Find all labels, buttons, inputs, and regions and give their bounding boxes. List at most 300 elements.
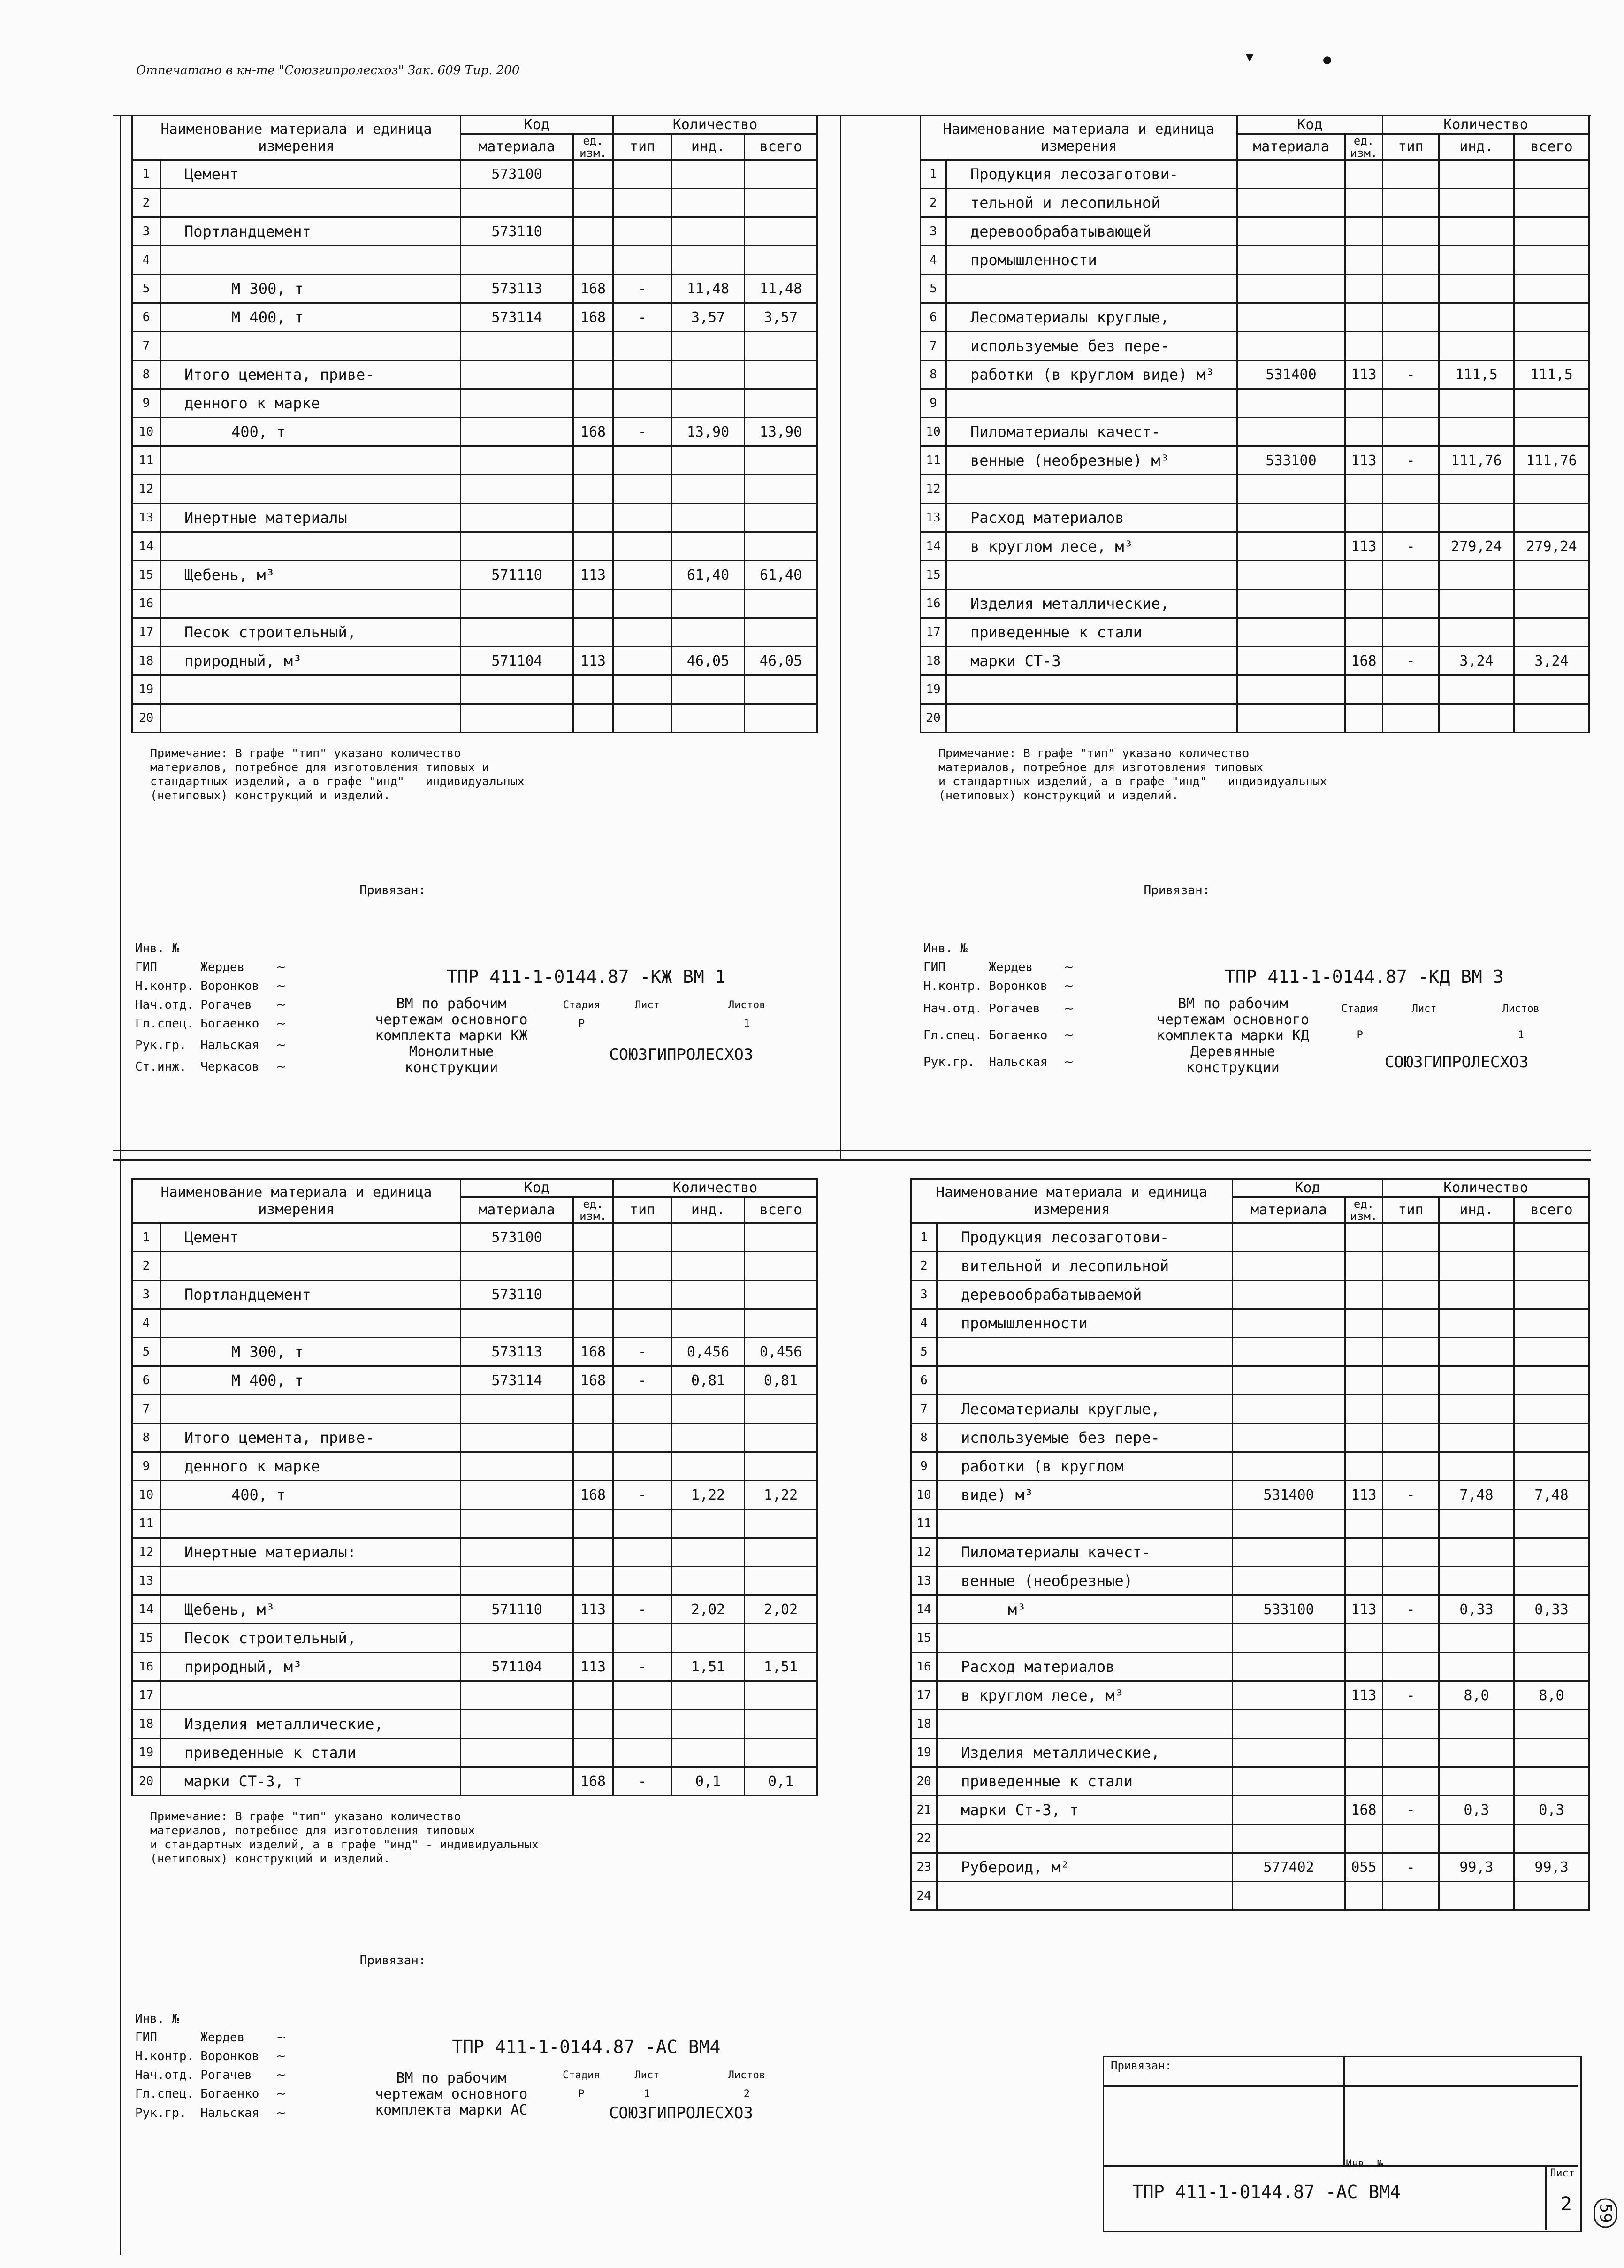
- signature: ~: [1063, 1055, 1074, 1070]
- table-row: [911, 1309, 1589, 1338]
- qty-total: [1514, 1767, 1589, 1796]
- qty-total: [745, 246, 817, 275]
- qty-individual: 2,02: [672, 1595, 745, 1624]
- table-row: [911, 1681, 1589, 1710]
- table-row: [911, 1452, 1589, 1481]
- organization: СОЮЗГИПРОЛЕСХОЗ: [609, 2104, 753, 2122]
- qty-typical: [1383, 1739, 1439, 1767]
- qty-typical: [1383, 1767, 1439, 1796]
- material-code: 573113: [461, 275, 573, 303]
- row-number: 8: [132, 360, 160, 389]
- attached-label: Привязан:: [359, 883, 426, 897]
- unit-code: [573, 360, 613, 389]
- material-code: [1233, 1796, 1345, 1824]
- row-number: 5: [132, 275, 160, 303]
- unit-code: 168: [573, 303, 613, 332]
- unit-code: [1345, 1509, 1383, 1538]
- stage-header: Стадия: [1341, 1003, 1379, 1015]
- qty-individual: [672, 246, 745, 275]
- material-name: Итого цемента, приве-: [160, 360, 461, 389]
- qty-total: [745, 590, 817, 618]
- row-number: 16: [132, 1653, 160, 1681]
- qty-individual: [1439, 1538, 1514, 1567]
- qty-individual: [672, 704, 745, 733]
- table-row: [911, 1481, 1589, 1509]
- material-name: приведенные к стали: [160, 1739, 461, 1767]
- document-title: ВМ по рабочим чертежам основного комплекта марки КЖ Монолитные конструкции: [375, 996, 528, 1076]
- header-type: тип: [613, 134, 672, 160]
- qty-typical: -: [1383, 532, 1439, 561]
- material-code: [1237, 246, 1345, 275]
- material-code: [1233, 1882, 1345, 1910]
- qty-total: [1514, 1567, 1589, 1595]
- unit-code: [573, 1309, 613, 1338]
- material-code: 573114: [461, 1366, 573, 1395]
- qty-typical: -: [1383, 360, 1439, 389]
- row-number: 14: [911, 1595, 937, 1624]
- row-number: 10: [921, 418, 946, 446]
- unit-code: [573, 1567, 613, 1595]
- qty-typical: [613, 1739, 672, 1767]
- header-total: всего: [1514, 1197, 1589, 1223]
- header-material: материала: [461, 1197, 573, 1223]
- qty-individual: [672, 160, 745, 189]
- table-row: [921, 532, 1589, 561]
- qty-typical: -: [1383, 446, 1439, 475]
- material-name: Изделия металлические,: [937, 1739, 1233, 1767]
- qty-individual: [1439, 561, 1514, 590]
- header-material: материала: [1233, 1197, 1345, 1223]
- header-code: Код: [461, 1179, 613, 1197]
- qty-individual: 61,40: [672, 561, 745, 590]
- qty-total: [745, 446, 817, 475]
- row-number: 1: [132, 160, 160, 189]
- row-number: 18: [911, 1710, 937, 1739]
- material-code: [1233, 1309, 1345, 1338]
- materials-table: [131, 1178, 818, 1796]
- material-name: Расход материалов: [937, 1653, 1233, 1681]
- row-number: 3: [132, 1280, 160, 1309]
- material-code: 531400: [1233, 1481, 1345, 1509]
- qty-typical: [1383, 160, 1439, 189]
- unit-code: 113: [573, 561, 613, 590]
- qty-individual: [1439, 189, 1514, 217]
- material-name: [937, 1824, 1233, 1853]
- qty-individual: [672, 1681, 745, 1710]
- attached-label: Привязан:: [1144, 883, 1210, 897]
- header-type: тип: [613, 1197, 672, 1223]
- row-number: 15: [132, 561, 160, 590]
- qty-individual: [672, 189, 745, 217]
- qty-individual: [672, 217, 745, 246]
- material-name: тельной и лесопильной: [946, 189, 1237, 217]
- qty-total: 111,76: [1514, 446, 1589, 475]
- role: ГИП: [923, 960, 945, 974]
- sheet-header: Лист: [634, 999, 660, 1011]
- material-name: [160, 246, 461, 275]
- signature-row: [132, 958, 816, 976]
- material-code: [1237, 618, 1345, 647]
- organization: СОЮЗГИПРОЛЕСХОЗ: [609, 1045, 754, 1064]
- row-number: 4: [921, 246, 946, 275]
- role: Рук.гр.: [923, 1055, 975, 1070]
- material-name: виде) м³: [937, 1481, 1233, 1509]
- person-name: Рогачев: [200, 2068, 252, 2082]
- material-code: [1237, 675, 1345, 704]
- header-type: тип: [1383, 134, 1439, 160]
- stage-value: Р: [1357, 1029, 1363, 1042]
- unit-code: [573, 1681, 613, 1710]
- qty-individual: [1439, 1280, 1514, 1309]
- material-code: [1237, 303, 1345, 332]
- qty-total: 2,02: [745, 1595, 817, 1624]
- person-name: Воронков: [200, 2049, 259, 2063]
- material-code: 533100: [1233, 1595, 1345, 1624]
- qty-typical: [1383, 1338, 1439, 1366]
- table-row: [911, 1624, 1589, 1653]
- table-row: [921, 475, 1589, 504]
- unit-code: 113: [1345, 446, 1383, 475]
- material-code: [461, 1681, 573, 1710]
- material-name: Расход материалов: [946, 504, 1237, 532]
- unit-code: 113: [1345, 1595, 1383, 1624]
- material-name: [946, 675, 1237, 704]
- table-row: [132, 1681, 817, 1710]
- qty-individual: [672, 1624, 745, 1653]
- qty-typical: [1383, 1395, 1439, 1424]
- qty-typical: [1383, 275, 1439, 303]
- sheet-km: [131, 115, 816, 803]
- qty-individual: [1439, 1567, 1514, 1595]
- material-code: [461, 189, 573, 217]
- table-row: [132, 389, 817, 418]
- material-name: [160, 1309, 461, 1338]
- row-number: 14: [132, 532, 160, 561]
- qty-total: 99,3: [1514, 1853, 1589, 1882]
- sheet-value: [1395, 1022, 1454, 1048]
- row-number: 1: [132, 1223, 160, 1252]
- table-row: [921, 160, 1589, 189]
- header-quantity: Количество: [613, 1179, 817, 1197]
- table-row: [132, 1767, 817, 1796]
- table-row: [921, 446, 1589, 475]
- qty-typical: -: [1383, 1853, 1439, 1882]
- qty-individual: [672, 1452, 745, 1481]
- row-number: 17: [132, 1681, 160, 1710]
- material-name: деревообрабатывающей: [946, 217, 1237, 246]
- unit-code: [1345, 1223, 1383, 1252]
- qty-total: [745, 675, 817, 704]
- stage-header: Стадия: [563, 2069, 600, 2081]
- row-number: 11: [132, 446, 160, 475]
- material-name: [160, 332, 461, 360]
- signature: ~: [1063, 979, 1074, 993]
- unit-code: [573, 189, 613, 217]
- material-code: [1237, 561, 1345, 590]
- table-row: [132, 1481, 817, 1509]
- signature: ~: [276, 2068, 287, 2082]
- table-row: [132, 446, 817, 475]
- qty-total: [1514, 303, 1589, 332]
- role: Гл.спец.: [135, 1017, 194, 1031]
- material-code: 571110: [461, 561, 573, 590]
- person-name: Жердев: [989, 960, 1033, 974]
- material-code: [1233, 1538, 1345, 1567]
- qty-individual: [672, 1280, 745, 1309]
- material-name: [160, 446, 461, 475]
- qty-individual: [1439, 1366, 1514, 1395]
- unit-code: [1345, 1309, 1383, 1338]
- qty-total: 111,5: [1514, 360, 1589, 389]
- material-name: природный, м³: [160, 647, 461, 675]
- signature: ~: [276, 2087, 287, 2101]
- qty-individual: [672, 1309, 745, 1338]
- material-name: [937, 1624, 1233, 1653]
- table-row: [921, 647, 1589, 675]
- header-name: Наименование материала и единица измерения: [132, 1179, 461, 1223]
- material-code: [461, 389, 573, 418]
- qty-typical: -: [613, 275, 672, 303]
- qty-total: [1514, 1309, 1589, 1338]
- frame-middle-2: [113, 1150, 1591, 1151]
- row-number: 11: [132, 1509, 160, 1538]
- signature: ~: [276, 960, 287, 974]
- qty-total: [1514, 1739, 1589, 1767]
- material-code: [1237, 418, 1345, 446]
- material-name: [946, 389, 1237, 418]
- unit-code: [573, 1280, 613, 1309]
- qty-individual: 0,33: [1439, 1595, 1514, 1624]
- unit-code: [1345, 332, 1383, 360]
- qty-individual: [1439, 1424, 1514, 1452]
- unit-code: [573, 1424, 613, 1452]
- qty-typical: [613, 446, 672, 475]
- unit-code: [573, 332, 613, 360]
- table-row: [921, 418, 1589, 446]
- material-name: [160, 189, 461, 217]
- qty-total: [745, 1309, 817, 1338]
- qty-total: [745, 1395, 817, 1424]
- material-code: [1237, 475, 1345, 504]
- table-row: [911, 1538, 1589, 1567]
- row-number: 10: [911, 1481, 937, 1509]
- unit-code: 168: [1345, 1796, 1383, 1824]
- qty-individual: [672, 590, 745, 618]
- header-code: Код: [1237, 116, 1383, 134]
- table-row: [132, 1309, 817, 1338]
- qty-typical: [613, 590, 672, 618]
- header-row: [911, 1179, 1589, 1197]
- header-type: тип: [1383, 1197, 1439, 1223]
- qty-individual: 11,48: [672, 275, 745, 303]
- signature: ~: [276, 979, 287, 993]
- unit-code: [573, 389, 613, 418]
- table-row: [911, 1280, 1589, 1309]
- table-row: [132, 217, 817, 246]
- qty-total: [1514, 1223, 1589, 1252]
- unit-code: 113: [573, 1595, 613, 1624]
- material-name: Лесоматериалы круглые,: [946, 303, 1237, 332]
- unit-code: [1345, 418, 1383, 446]
- qty-typical: [613, 160, 672, 189]
- qty-total: [745, 217, 817, 246]
- material-code: [1237, 532, 1345, 561]
- material-code: [461, 1452, 573, 1481]
- unit-code: [1345, 1252, 1383, 1280]
- qty-total: 61,40: [745, 561, 817, 590]
- material-code: [461, 1767, 573, 1796]
- material-code: 573113: [461, 1338, 573, 1366]
- qty-individual: [1439, 303, 1514, 332]
- unit-code: [1345, 590, 1383, 618]
- table-row: [132, 1452, 817, 1481]
- document-code: ТПР 411-1-0144.87 -АС ВМ4: [452, 2037, 721, 2057]
- material-code: [1233, 1338, 1345, 1366]
- qty-total: [745, 332, 817, 360]
- qty-total: [1514, 675, 1589, 704]
- qty-individual: [1439, 1624, 1514, 1653]
- qty-typical: [613, 246, 672, 275]
- stage-value: Р: [578, 1018, 585, 1030]
- table-row: [921, 675, 1589, 704]
- material-name: [937, 1366, 1233, 1395]
- qty-total: [745, 1424, 817, 1452]
- material-name: Пиломатериалы качест-: [937, 1538, 1233, 1567]
- material-name: [946, 704, 1237, 733]
- material-name: [937, 1509, 1233, 1538]
- qty-total: [745, 1509, 817, 1538]
- material-name: [946, 561, 1237, 590]
- qty-total: [1514, 561, 1589, 590]
- qty-typical: -: [1383, 1595, 1439, 1624]
- table-row: [921, 704, 1589, 733]
- role: Нач.отд.: [135, 2068, 194, 2082]
- unit-code: 168: [573, 1366, 613, 1395]
- person-name: Рогачев: [200, 998, 252, 1012]
- unit-code: 168: [573, 1481, 613, 1509]
- material-code: [1233, 1767, 1345, 1796]
- qty-individual: 0,1: [672, 1767, 745, 1796]
- material-name: природный, м³: [160, 1653, 461, 1681]
- qty-total: 279,24: [1514, 532, 1589, 561]
- qty-typical: [613, 332, 672, 360]
- table-row: [132, 160, 817, 189]
- material-name: используемые без пере-: [946, 332, 1237, 360]
- row-number: 16: [911, 1653, 937, 1681]
- qty-individual: [1439, 1767, 1514, 1796]
- table-row: [911, 1739, 1589, 1767]
- table-row: [132, 189, 817, 217]
- material-code: [1237, 590, 1345, 618]
- unit-code: [1345, 1653, 1383, 1681]
- role: Рук.гр.: [135, 1038, 187, 1052]
- row-number: 7: [911, 1395, 937, 1424]
- qty-total: [745, 1739, 817, 1767]
- material-name: Щебень, м³: [160, 1595, 461, 1624]
- inventory-label: Инв. №: [1346, 2158, 1383, 2170]
- signature: ~: [1063, 960, 1074, 974]
- row-number: 7: [921, 332, 946, 360]
- qty-individual: [1439, 332, 1514, 360]
- unit-code: [1345, 704, 1383, 733]
- table-row: [132, 675, 817, 704]
- table-row: [132, 303, 817, 332]
- frame-center: [840, 115, 841, 1159]
- unit-code: [1345, 217, 1383, 246]
- material-code: [1233, 1824, 1345, 1853]
- qty-individual: [672, 504, 745, 532]
- signature-row: [132, 996, 816, 1014]
- material-name: Лесоматериалы круглые,: [937, 1395, 1233, 1424]
- row-number: 15: [132, 1624, 160, 1653]
- sheets-header: Листов: [1502, 1003, 1540, 1015]
- material-name: [160, 675, 461, 704]
- material-code: [1233, 1681, 1345, 1710]
- qty-individual: [1439, 1882, 1514, 1910]
- qty-typical: [1383, 1624, 1439, 1653]
- unit-code: [1345, 1624, 1383, 1653]
- row-number: 5: [911, 1338, 937, 1366]
- qty-total: 46,05: [745, 647, 817, 675]
- person-name: Воронков: [989, 979, 1048, 993]
- qty-individual: [1439, 1452, 1514, 1481]
- header-material: материала: [461, 134, 573, 160]
- row-number: 16: [921, 590, 946, 618]
- unit-code: [1345, 389, 1383, 418]
- qty-total: [745, 1223, 817, 1252]
- material-code: [461, 1509, 573, 1538]
- row-number: 9: [921, 389, 946, 418]
- table-row: [132, 618, 817, 647]
- material-code: [461, 1739, 573, 1767]
- table-row: [132, 1739, 817, 1767]
- unit-code: 113: [573, 1653, 613, 1681]
- row-number: 12: [911, 1538, 937, 1567]
- unit-code: [573, 504, 613, 532]
- row-number: 20: [921, 704, 946, 733]
- table-row: [921, 303, 1589, 332]
- material-name: Изделия металлические,: [946, 590, 1237, 618]
- signature-row: [921, 996, 1587, 1021]
- unit-code: [573, 217, 613, 246]
- table-row: [921, 189, 1589, 217]
- row-number: 21: [911, 1796, 937, 1824]
- table-row: [132, 1395, 817, 1424]
- qty-total: [745, 1710, 817, 1739]
- qty-individual: [1439, 275, 1514, 303]
- sheet-as-2: [910, 1178, 1588, 1911]
- qty-individual: 111,5: [1439, 360, 1514, 389]
- unit-code: 168: [573, 418, 613, 446]
- material-code: [461, 418, 573, 446]
- table-row: [132, 647, 817, 675]
- qty-typical: -: [1383, 1481, 1439, 1509]
- material-name: [946, 275, 1237, 303]
- row-number: 20: [911, 1767, 937, 1796]
- qty-total: [1514, 1395, 1589, 1424]
- material-code: [461, 675, 573, 704]
- header-code: Код: [1233, 1179, 1383, 1197]
- stamp-table: [920, 882, 1588, 1077]
- table-row: [921, 360, 1589, 389]
- unit-code: [1345, 1739, 1383, 1767]
- inventory-label: Инв. №: [923, 942, 968, 956]
- sheet-as-1: [131, 1178, 816, 1866]
- stamp-table: [131, 1953, 816, 2123]
- qty-individual: [672, 1710, 745, 1739]
- qty-typical: -: [613, 1366, 672, 1395]
- unit-code: 113: [1345, 1481, 1383, 1509]
